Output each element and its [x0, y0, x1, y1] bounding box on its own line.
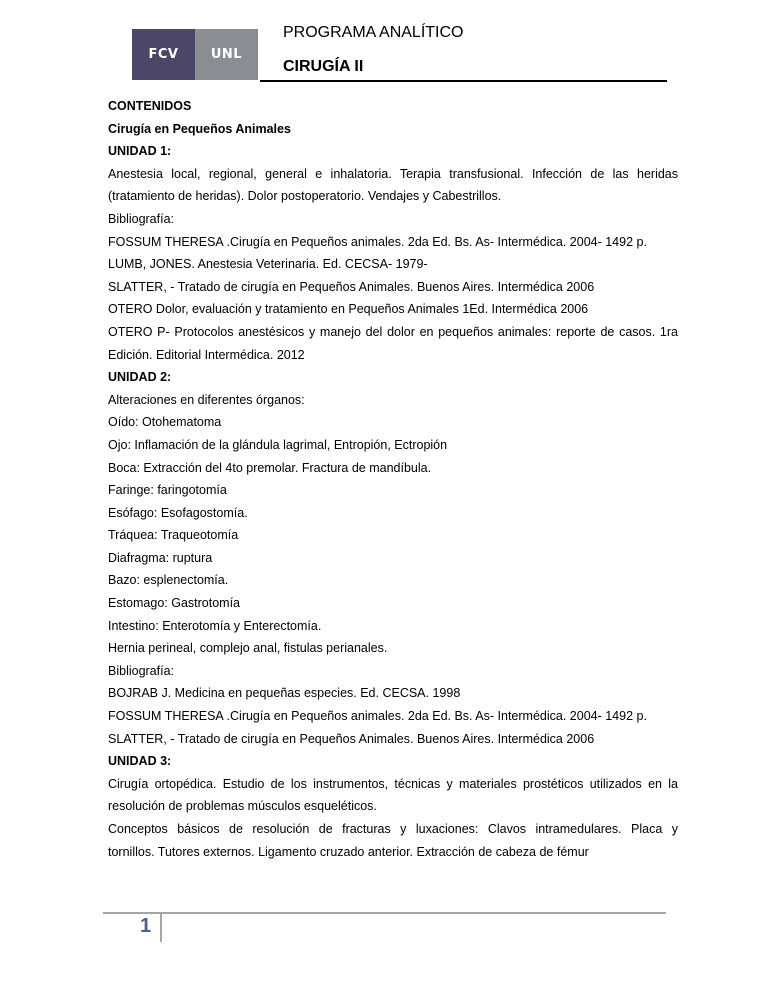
body-line: SLATTER, - Tratado de cirugía en Pequeños Animales. Buenos Aires. Intermédica 2006 — [108, 279, 595, 294]
document-body — [108, 95, 678, 863]
footer-rule — [103, 912, 666, 914]
body-line: Intestino: Enterotomía y Enterectomía. — [108, 618, 322, 633]
body-line: Alteraciones en diferentes órganos: — [108, 392, 305, 407]
section-heading: UNIDAD 2: — [108, 370, 172, 385]
body-line: Faringe: faringotomía — [108, 483, 227, 498]
logo-fcv: FCV — [132, 29, 195, 80]
course-name: CIRUGÍA II — [283, 58, 364, 75]
body-line: Tráquea: Traqueotomía — [108, 528, 239, 543]
body-line: Bibliografía: — [108, 663, 175, 678]
body-line: Oído: Otohematoma — [108, 415, 222, 430]
body-line: LUMB, JONES. Anestesia Veterinaria. Ed. CECSA- 1979- — [108, 257, 428, 272]
section-heading: UNIDAD 3: — [108, 754, 172, 769]
body-line: SLATTER, - Tratado de cirugía en Pequeños Animales. Buenos Aires. Intermédica 2006 — [108, 731, 595, 746]
body-line: resolución de problemas músculos esqueléticos. — [108, 799, 377, 814]
body-line: Ojo: Inflamación de la glándula lagrimal, Entropión, Ectropión — [108, 437, 448, 452]
logo-unl: UNL — [195, 29, 258, 80]
body-line: Boca: Extracción del 4to premolar. Fractura de mandíbula. — [108, 460, 432, 475]
section-heading: CONTENIDOS — [108, 99, 192, 113]
body-line: Estomago: Gastrotomía — [108, 596, 241, 611]
body-line: Anestesia local, regional, general e inhalatoria. Terapia transfusional. Infección de las heridas — [108, 166, 678, 181]
body-line: tornillos. Tutores externos. Ligamento cruzado anterior. Extracción de cabeza de fémur — [108, 844, 589, 859]
section-heading: Cirugía en Pequeños Animales — [108, 121, 291, 136]
body-line: Edición. Editorial Intermédica. 2012 — [108, 347, 305, 362]
body-line: Esófago: Esofagostomía. — [108, 505, 248, 520]
body-line: Diafragma: ruptura — [108, 550, 213, 565]
body-line: Conceptos básicos de resolución de fracturas y luxaciones: Clavos intramedulares. Placa y — [108, 822, 678, 836]
header-rule — [260, 80, 667, 82]
page-number: 1 — [140, 915, 152, 937]
body-line: Bibliografía: — [108, 211, 175, 226]
body-line: (tratamiento de heridas). Dolor postoperatorio. Vendajes y Cabestrillos. — [108, 189, 502, 204]
section-heading: UNIDAD 1: — [108, 144, 172, 159]
body-line: Hernia perineal, complejo anal, fistulas perianales. — [108, 641, 388, 656]
footer-divider — [160, 912, 162, 942]
body-line: OTERO P- Protocolos anestésicos y manejo del dolor en pequeños animales: reporte de casos. 1ra — [108, 324, 678, 339]
body-line: BOJRAB J. Medicina en pequeñas especies. Ed. CECSA. 1998 — [108, 686, 461, 701]
body-line: FOSSUM THERESA .Cirugía en Pequeños animales. 2da Ed. Bs. As- Intermédica. 2004- 1492 p. — [108, 234, 647, 249]
body-line: Bazo: esplenectomía. — [108, 573, 229, 588]
body-line: OTERO Dolor, evaluación y tratamiento en Pequeños Animales 1Ed. Intermédica 2006 — [108, 302, 589, 317]
institution-logo — [132, 29, 258, 80]
body-line: FOSSUM THERESA .Cirugía en Pequeños animales. 2da Ed. Bs. As- Intermédica. 2004- 1492 p. — [108, 709, 647, 724]
body-line: Cirugía ortopédica. Estudio de los instrumentos, técnicas y materiales prostéticos utilizados en la — [108, 776, 678, 791]
document-title: PROGRAMA ANALÍTICO — [283, 24, 464, 41]
